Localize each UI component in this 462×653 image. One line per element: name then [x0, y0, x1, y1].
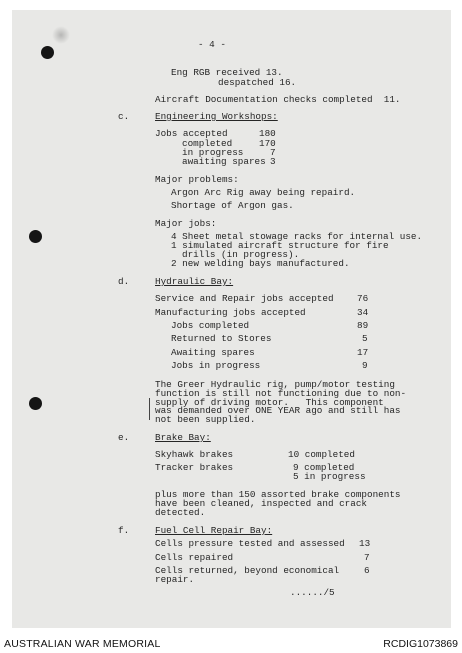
- fuel-cell-row-label: Cells repaired: [155, 552, 234, 563]
- major-job-item: drills (in progress).: [182, 249, 300, 260]
- section-d-heading: Hydraulic Bay:: [155, 276, 234, 287]
- tracker-brakes-label: Tracker brakes: [155, 462, 234, 473]
- hydraulic-note-line: was demanded over ONE YEAR ago and still has: [155, 405, 401, 416]
- brake-note-line: plus more than 150 assorted brake components: [155, 489, 401, 500]
- fuel-cell-row-value: 7: [364, 552, 370, 563]
- hydraulic-row-label: Awaiting spares: [171, 347, 255, 358]
- footer-record-id: RCDIG1073869: [383, 638, 458, 650]
- hydraulic-row-value: 76: [357, 293, 369, 304]
- hydraulic-row-label: Jobs in progress: [171, 360, 261, 371]
- hydraulic-row-label: Service and Repair jobs accepted: [155, 293, 334, 304]
- tracker-brakes-value: 5 in progress: [293, 471, 366, 482]
- major-problems-heading: Major problems:: [155, 174, 239, 185]
- hydraulic-row-value: 5: [362, 333, 368, 344]
- major-jobs-heading: Major jobs:: [155, 218, 217, 229]
- hydraulic-row-label: Returned to Stores: [171, 333, 272, 344]
- jobs-in-progress-label: in progress: [182, 147, 244, 158]
- jobs-in-progress-value: 7: [270, 147, 276, 158]
- jobs-completed-value: 170: [259, 138, 276, 149]
- section-c-heading: Engineering Workshops:: [155, 111, 278, 122]
- footer-institution: AUSTRALIAN WAR MEMORIAL: [4, 638, 161, 650]
- despatched-line: despatched 16.: [218, 77, 297, 88]
- hydraulic-row-value: 17: [357, 347, 369, 358]
- section-d-letter: d.: [118, 276, 130, 287]
- section-f-heading: Fuel Cell Repair Bay:: [155, 525, 273, 536]
- brake-note-line: detected.: [155, 507, 206, 518]
- skyhawk-brakes-label: Skyhawk brakes: [155, 449, 234, 460]
- tracker-brakes-value: 9 completed: [293, 462, 355, 473]
- documentation-checks-line: Aircraft Documentation checks completed 11.: [155, 94, 401, 105]
- skyhawk-brakes-value: 10 completed: [288, 449, 355, 460]
- hydraulic-note-line: supply of driving motor. This component: [155, 397, 384, 408]
- punch-hole-bottom: [29, 397, 42, 410]
- section-f-letter: f.: [118, 525, 130, 536]
- section-e-letter: e.: [118, 432, 130, 443]
- section-e-heading: Brake Bay:: [155, 432, 211, 443]
- hydraulic-row-label: Manufacturing jobs accepted: [155, 307, 306, 318]
- page-number: - 4 -: [198, 39, 226, 50]
- punch-hole-top: [41, 46, 54, 59]
- hydraulic-row-value: 89: [357, 320, 369, 331]
- problem-item: Argon Arc Rig away being repaird.: [171, 187, 356, 198]
- major-job-item: 4 Sheet metal stowage racks for internal use.: [171, 231, 423, 242]
- hydraulic-note-line: The Greer Hydraulic rig, pump/motor testing: [155, 379, 395, 390]
- hydraulic-note-line: not been supplied.: [155, 414, 256, 425]
- hydraulic-row-value: 34: [357, 307, 369, 318]
- jobs-awaiting-label: awaiting spares: [182, 156, 266, 167]
- hydraulic-row-value: 9: [362, 360, 368, 371]
- fuel-cell-row-label: Cells returned, beyond economical: [155, 565, 340, 576]
- section-c-letter: c.: [118, 111, 130, 122]
- archive-footer: [0, 636, 462, 653]
- margin-pen-mark: [149, 398, 150, 420]
- major-job-item: 2 new welding bays manufactured.: [171, 258, 350, 269]
- problem-item: Shortage of Argon gas.: [171, 200, 294, 211]
- paper-smudge: [52, 26, 70, 44]
- jobs-accepted-label: Jobs accepted: [155, 128, 228, 139]
- fuel-cell-row-value: 6: [364, 565, 370, 576]
- major-job-item: 1 simulated aircraft structure for fire: [171, 240, 389, 251]
- jobs-completed-label: completed: [182, 138, 233, 149]
- eng-received-line: Eng RGB received 13.: [171, 67, 283, 78]
- punch-hole-middle: [29, 230, 42, 243]
- hydraulic-note-line: function is still not functioning due to non-: [155, 388, 407, 399]
- jobs-awaiting-value: 3: [270, 156, 276, 167]
- fuel-cell-row-continuation: repair.: [155, 574, 195, 585]
- brake-note-line: have been cleaned, inspected and crack: [155, 498, 368, 509]
- hydraulic-row-label: Jobs completed: [171, 320, 250, 331]
- page-continuation: ....../5: [290, 587, 335, 598]
- fuel-cell-row-label: Cells pressure tested and assessed: [155, 538, 345, 549]
- fuel-cell-row-value: 13: [359, 538, 371, 549]
- jobs-accepted-value: 180: [259, 128, 276, 139]
